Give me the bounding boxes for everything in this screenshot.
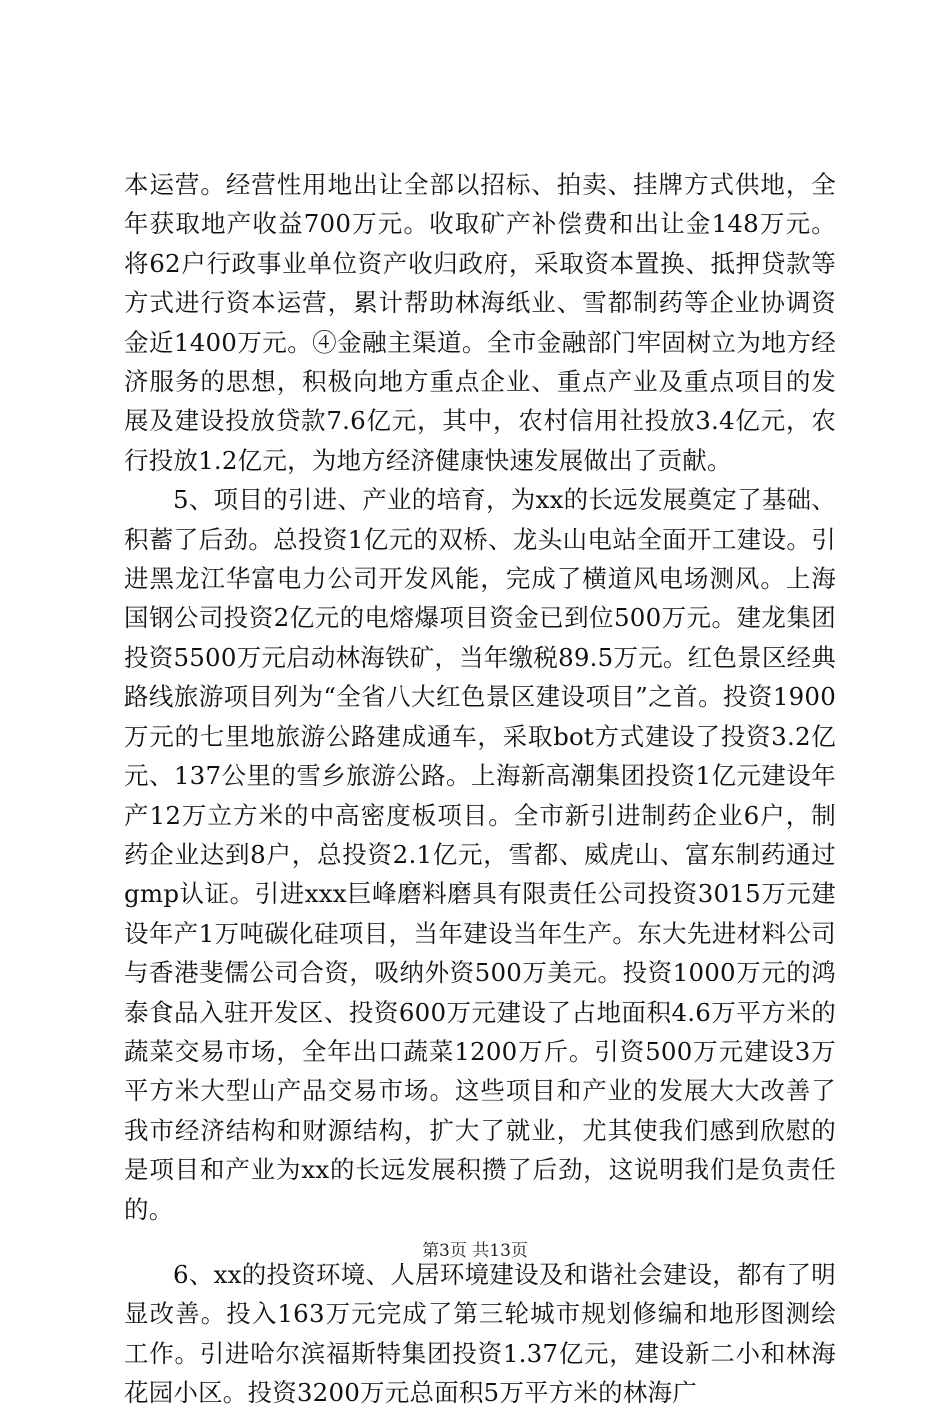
paragraph-1: 本运营。经营性用地出让全部以招标、拍卖、挂牌方式供地，全年获取地产收益700万元。收取矿产补偿费和出让金148万元。将62户行政事业单位资产收归政府，采取资本置换、抵押贷款等方式进行资本运营，累计帮助林海纸业、雪都制药等企业协调资金近1400万元。④金融主渠道。全市金融部门牢固树立为地方经济服务的思想，积极向地方重点企业、重点产业及重点项目的发展及建设投放贷款7.6亿元，其中，农村信用社投放3.4亿元，农行投放1.2亿元，为地方经济健康快速发展做出了贡献。 xyxy=(124,170,836,475)
paragraph-3: 6、xx的投资环境、人居环境建设及和谐社会建设，都有了明显改善。投入163万元完成了第三轮城市规划修编和地形图测绘工作。引进哈尔滨福斯特集团投资1.37亿元，建设新二小和林海花园小区。投资3200万元总面积5万平方米的林海广 xyxy=(124,1259,836,1408)
document-body xyxy=(124,165,836,1413)
paragraph-2: 5、项目的引进、产业的培育，为xx的长远发展奠定了基础、积蓄了后劲。总投资1亿元的双桥、龙头山电站全面开工建设。引进黑龙江华富电力公司开发风能，完成了横道风电场测风。上海国钢公司投资2亿元的电熔爆项目资金已到位500万元。建龙集团投资5500万元启动林海铁矿，当年缴税89.5万元。红色景区经典路线旅游项目列为“全省八大红色景区建设项目”之首。投资1900万元的七里地旅游公路建成通车，采取bot方式建设了投资3.2亿元、137公里的雪乡旅游公路。上海新高潮集团投资1亿元建设年产12万立方米的中高密度板项目。全市新引进制药企业6户，制药企业达到8户，总投资2.1亿元，雪都、威虎山、富东制药通过gmp认证。引进xxx巨峰磨料磨具有限责任公司投资3015万元建设年产1万吨碳化硅项目，当年建设当年生产。东大先进材料公司与香港斐儒公司合资，吸纳外资500万美元。投资1000万元的鸿泰食品入驻开发区、投资600万元建设了占地面积4.6万平方米的蔬菜交易市场，全年出口蔬菜1200万斤。引资500万元建设3万平方米大型山产品交易市场。这些项目和产业的发展大大改善了我市经济结构和财源结构，扩大了就业，尤其使我们感到欣慰的是项目和产业为xx的长远发展积攒了后劲，这说明我们是负责任的。 xyxy=(124,485,836,1224)
page-footer: 第3页 共13页 xyxy=(422,1241,528,1261)
